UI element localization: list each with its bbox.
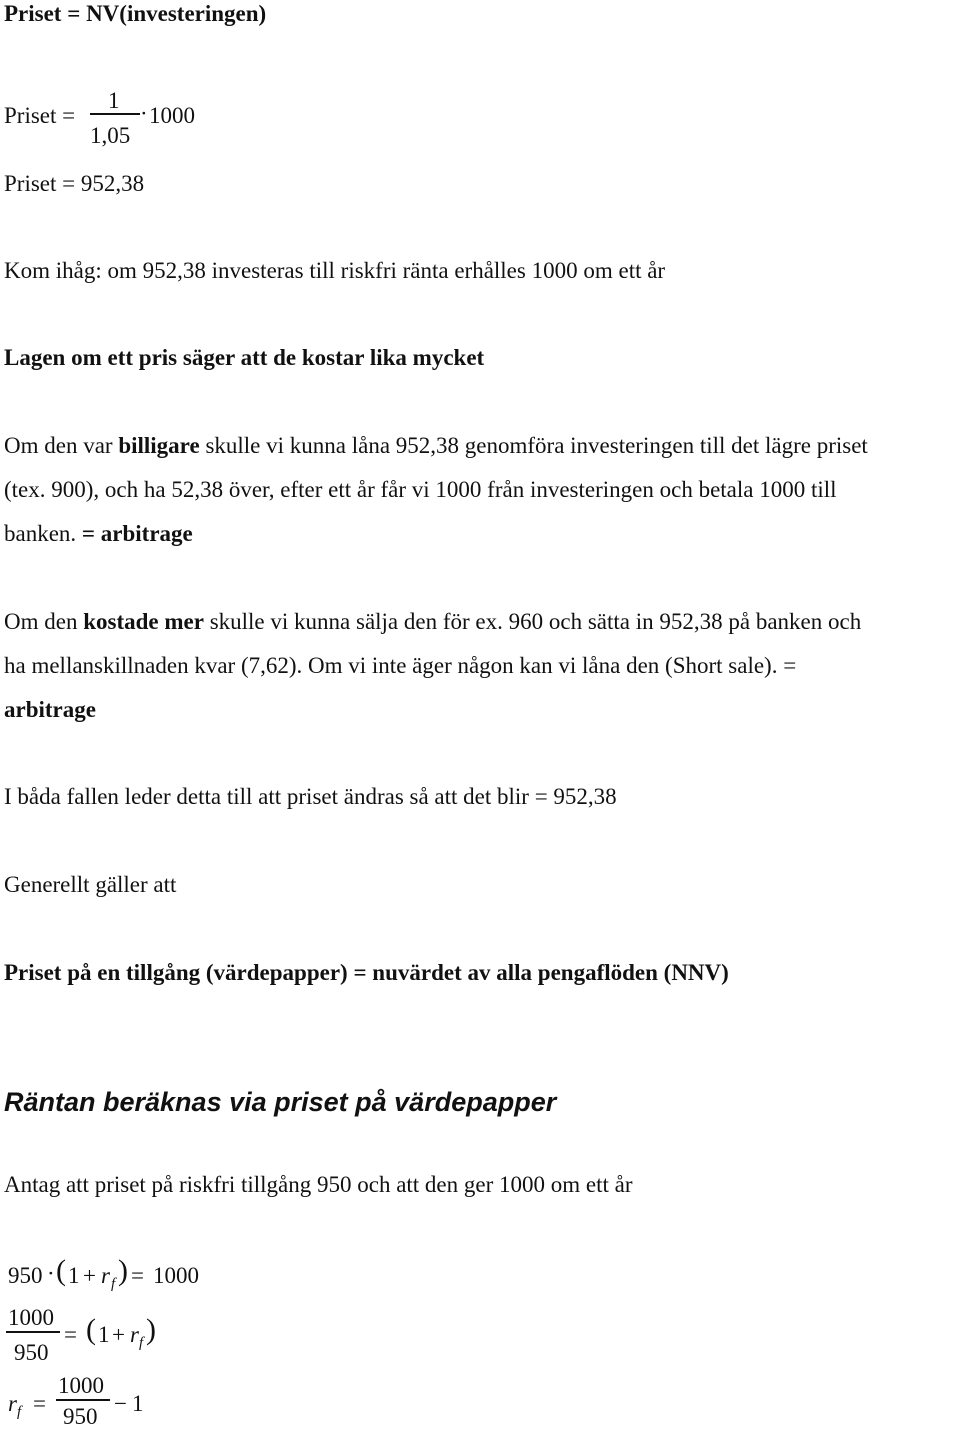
eq3-close-paren: ) [146,1313,156,1346]
both-cases: I båda fallen leder detta till att priset ändras så att det blir = 952,38 [4,784,617,809]
eq3-open-paren: ( [86,1313,96,1346]
eq1-fraction-bar [90,113,140,115]
text: Om den var [4,433,119,458]
law-of-one-price: Lagen om ett pris säger att de kostar lika mycket [4,345,485,370]
eq3-one: 1 [98,1322,110,1347]
eq2-plus: + [83,1263,96,1288]
expensive-line-3: arbitrage [4,697,96,722]
cheaper-line-1 [4,434,868,457]
eq2-rhs: 1000 [153,1263,199,1288]
eq4-minus: − [114,1391,127,1416]
cheaper-line-3 [4,522,193,545]
eq2-eq: = [131,1263,144,1288]
eq2-one: 1 [68,1263,80,1288]
eq3-r: r [130,1322,139,1347]
cheaper-line-2: (tex. 900), och ha 52,38 över, efter ett år får vi 1000 från investeringen och betala 1000 till [4,477,837,502]
emphasis: billigare [118,433,200,458]
eq2-dot: · [47,1261,55,1286]
price-rule: Priset på en tillgång (värdepapper) = nuvärdet av alla pengaflöden (NNV) [4,960,729,985]
eq2-r: r [101,1263,110,1288]
eq3-fraction-bar [6,1331,60,1333]
eq3-den: 950 [14,1340,49,1365]
section-heading: Räntan beräknas via priset på värdepapper [4,1087,557,1117]
eq2-open-paren: ( [56,1254,66,1287]
eq3-plus: + [112,1322,125,1347]
emphasis: = arbitrage [81,521,193,546]
eq3-eq: = [64,1322,77,1347]
eq1-lhs: Priset = [4,103,76,128]
remember-note: Kom ihåg: om 952,38 investeras till riskfri ränta erhålles 1000 om ett år [4,258,666,283]
eq3-sub: f [139,1335,144,1351]
expensive-line-1 [4,610,861,633]
eq4-fraction-bar [56,1399,110,1401]
emphasis: kostade mer [83,609,204,634]
assumption: Antag att priset på riskfri tillgång 950 och att den ger 1000 om ett år [4,1172,633,1197]
eq4-one: 1 [132,1391,144,1416]
eq1-denominator: 1,05 [90,123,131,148]
doc-title: Priset = NV(investeringen) [4,1,267,26]
eq4-eq: = [33,1391,46,1416]
eq4-num: 1000 [58,1373,104,1398]
text: skulle vi kunna sälja den för ex. 960 och sätta in 952,38 på banken och [203,609,862,634]
text: Om den [4,609,84,634]
text: banken. [4,521,82,546]
eq4-den: 950 [63,1404,98,1429]
eq2-sub: f [111,1276,116,1292]
eq1-dot: · [140,101,148,126]
eq2-close-paren: ) [118,1254,128,1287]
text: skulle vi kunna låna 952,38 genomföra investeringen till det lägre priset [199,433,868,458]
eq4-r: r [8,1391,17,1416]
eq1-rhs: 1000 [149,103,195,128]
price-result: Priset = 952,38 [4,171,145,196]
expensive-line-2: ha mellanskillnaden kvar (7,62). Om vi inte äger någon kan vi låna den (Short sale). = [4,653,797,678]
eq4-sub: f [17,1404,22,1420]
eq2-a: 950 [8,1263,43,1288]
eq1-numerator: 1 [108,88,120,113]
generally: Generellt gäller att [4,872,177,897]
eq3-num: 1000 [8,1305,54,1330]
